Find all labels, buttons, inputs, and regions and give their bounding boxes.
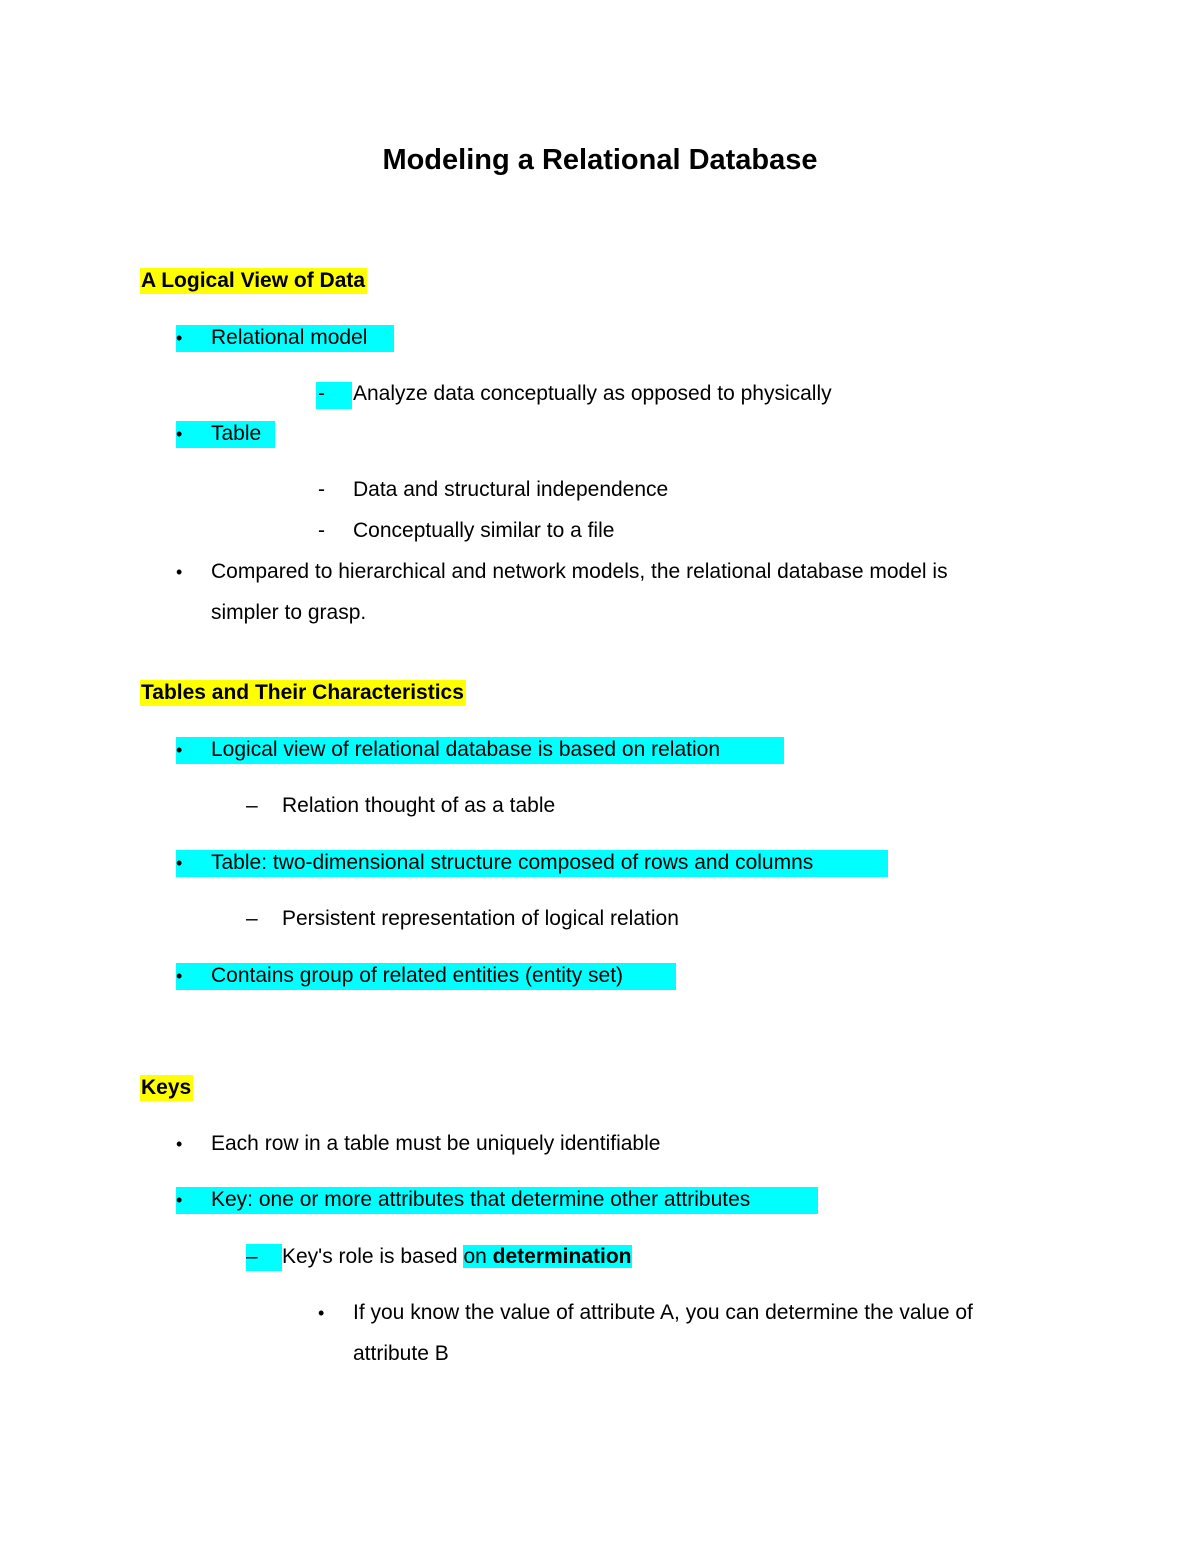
bullet-icon: • bbox=[176, 424, 183, 444]
list-item: Compared to hierarchical and network models, the relational database model is bbox=[211, 560, 948, 583]
bullet-icon: • bbox=[176, 562, 183, 582]
endash-icon: – bbox=[246, 1245, 258, 1268]
list-subsubitem-continuation: attribute B bbox=[353, 1342, 449, 1365]
list-item: Table bbox=[211, 422, 262, 445]
section-heading-tables: Tables and Their Characteristics bbox=[141, 681, 464, 704]
list-item-continuation: simpler to grasp. bbox=[211, 601, 367, 624]
bullet-icon: • bbox=[176, 740, 183, 760]
endash-icon: – bbox=[246, 794, 258, 817]
document-title: Modeling a Relational Database bbox=[382, 144, 818, 176]
bullet-icon: • bbox=[176, 853, 183, 873]
bullet-icon: • bbox=[176, 966, 183, 986]
bullet-icon: • bbox=[318, 1303, 325, 1323]
bullet-icon: • bbox=[176, 1134, 183, 1154]
list-subitem bbox=[282, 1244, 632, 1270]
list-subitem: Analyze data conceptually as opposed to physically bbox=[353, 382, 832, 405]
bullet-icon: • bbox=[176, 1190, 183, 1210]
list-subitem: Conceptually similar to a file bbox=[353, 519, 615, 542]
section-heading-keys: Keys bbox=[141, 1076, 192, 1099]
list-item: Key: one or more attributes that determine other attributes bbox=[211, 1188, 751, 1211]
section-heading-logical-view: A Logical View of Data bbox=[141, 269, 366, 292]
list-item: Contains group of related entities (entity set) bbox=[211, 964, 624, 987]
endash-icon: – bbox=[246, 907, 258, 930]
list-item: Table: two-dimensional structure composed of rows and columns bbox=[211, 851, 814, 874]
dash-icon: - bbox=[318, 478, 325, 501]
list-subsubitem: If you know the value of attribute A, you can determine the value of bbox=[353, 1301, 973, 1324]
determination-bold: determination bbox=[492, 1245, 632, 1268]
list-item: Logical view of relational database is based on relation bbox=[211, 738, 720, 761]
dash-icon: - bbox=[318, 519, 325, 542]
bullet-icon: • bbox=[176, 328, 183, 348]
determination-highlight-on: on bbox=[463, 1245, 493, 1268]
list-subitem: Relation thought of as a table bbox=[282, 794, 556, 817]
dash-icon: - bbox=[318, 382, 325, 405]
list-item: Relational model bbox=[211, 326, 368, 349]
list-item: Each row in a table must be uniquely identifiable bbox=[211, 1132, 661, 1155]
list-subitem: Data and structural independence bbox=[353, 478, 669, 501]
list-subitem: Persistent representation of logical relation bbox=[282, 907, 679, 930]
determination-plain-text: Key's role is based bbox=[282, 1245, 464, 1268]
